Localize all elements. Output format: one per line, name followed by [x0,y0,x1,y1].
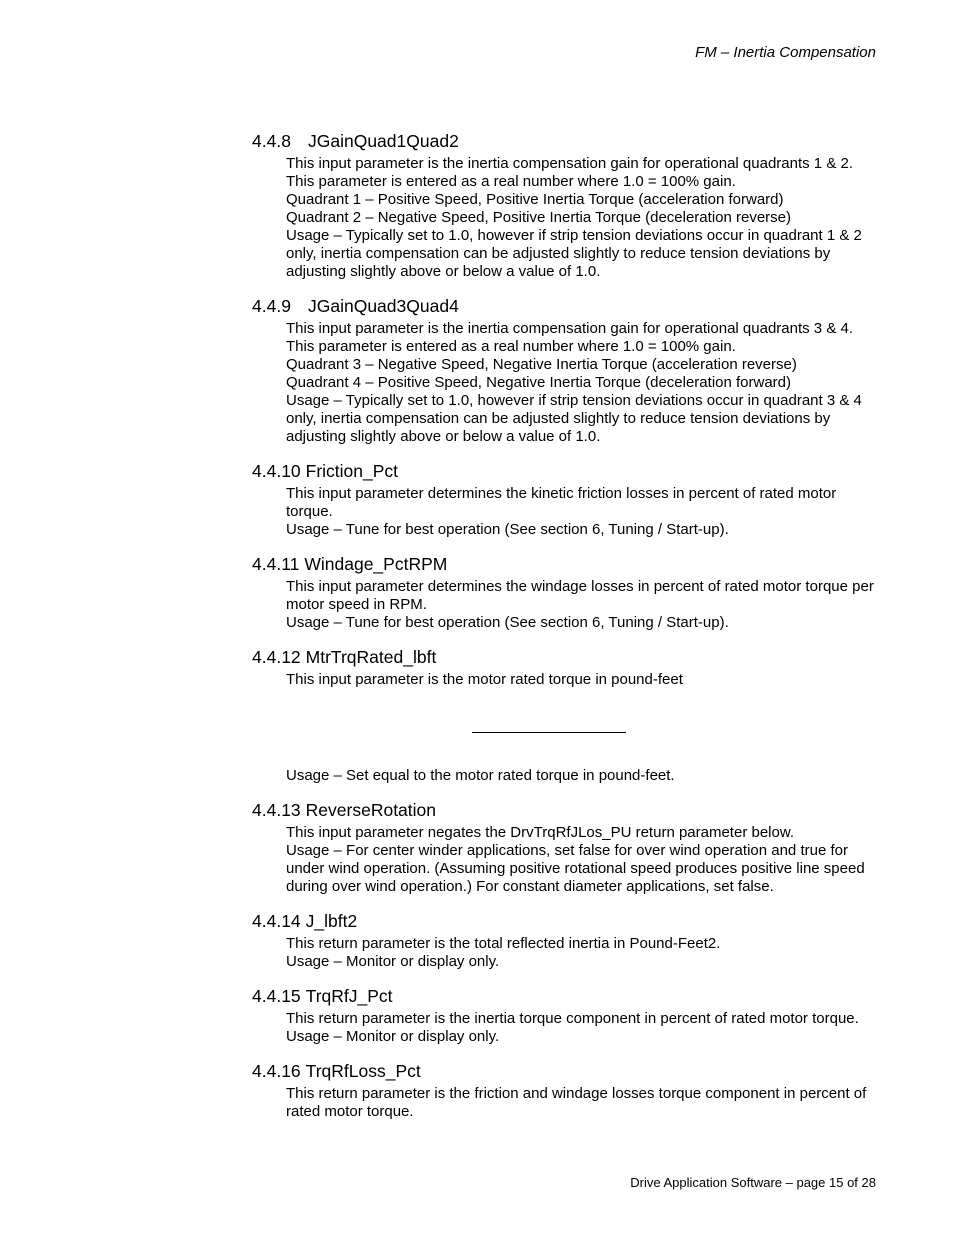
section-body [286,320,882,446]
paragraph: This parameter is entered as a real number where 1.0 = 100% gain. [286,338,736,355]
section-4-4-11 [252,553,882,632]
paragraph: This return parameter is the friction and windage losses torque component in percent of rated motor torque. [286,1085,867,1120]
section-heading [252,553,882,575]
section-heading [252,130,882,152]
section-body [286,935,882,971]
paragraph: Usage – Tune for best operation (See section 6, Tuning / Start-up). [286,614,729,631]
section-4-4-12 [252,646,882,785]
section-4-4-8 [252,130,882,281]
section-heading [252,460,882,482]
section-4-4-10 [252,460,882,539]
paragraph: Usage – Tune for best operation (See section 6, Tuning / Start-up). [286,521,729,538]
section-heading [252,295,882,317]
section-number: 4.4.16 [252,1061,301,1081]
section-number: 4.4.11 [252,554,300,574]
page-footer: Drive Application Software – page 15 of 28 [630,1175,876,1190]
section-number: 4.4.13 [252,800,301,820]
section-heading [252,910,882,932]
paragraph: This input parameter determines the windage losses in percent of rated motor torque per motor speed in RPM. [286,578,874,613]
section-title: Friction_Pct [305,461,399,481]
section-number: 4.4.8 [252,131,291,151]
formula-placeholder [286,689,882,767]
paragraph: This input parameter is the motor rated torque in pound-feet [286,671,683,688]
section-4-4-9 [252,295,882,446]
paragraph: Quadrant 3 – Negative Speed, Negative Inertia Torque (acceleration reverse) [286,356,797,373]
paragraph: This return parameter is the total reflected inertia in Pound-Feet2. [286,935,721,952]
paragraph: Quadrant 1 – Positive Speed, Positive Inertia Torque (acceleration forward) [286,191,784,208]
section-title: MtrTrqRated_lbft [305,647,437,667]
section-title: J_lbft2 [305,911,358,931]
paragraph: This input parameter is the inertia compensation gain for operational quadrants 3 & 4. [286,320,853,337]
section-number: 4.4.12 [252,647,301,667]
paragraph: Quadrant 4 – Positive Speed, Negative Inertia Torque (deceleration forward) [286,374,792,391]
section-4-4-15 [252,985,882,1046]
section-body [286,578,882,632]
section-number: 4.4.9 [252,296,291,316]
section-number: 4.4.14 [252,911,301,931]
section-body [286,1085,882,1121]
section-title: ReverseRotation [305,800,437,820]
section-body [286,485,882,539]
paragraph: This input parameter determines the kinetic friction losses in percent of rated motor torque. [286,485,837,520]
page-header: FM – Inertia Compensation [695,44,876,61]
section-heading [252,1060,882,1082]
section-number: 4.4.15 [252,986,301,1006]
paragraph: This input parameter is the inertia compensation gain for operational quadrants 1 & 2. [286,155,853,172]
section-body [286,671,882,785]
section-4-4-16 [252,1060,882,1121]
paragraph: This parameter is entered as a real number where 1.0 = 100% gain. [286,173,736,190]
section-4-4-14 [252,910,882,971]
section-heading [252,646,882,668]
section-title: JGainQuad1Quad2 [308,131,459,151]
section-heading [252,799,882,821]
paragraph: This input parameter negates the DrvTrqRfJLos_PU return parameter below. [286,824,795,841]
section-title: Windage_PctRPM [304,554,448,574]
paragraph: This return parameter is the inertia torque component in percent of rated motor torque. [286,1010,859,1027]
section-title: JGainQuad3Quad4 [308,296,459,316]
section-body [286,824,882,896]
document-body [252,130,882,1135]
fraction-line [472,732,626,733]
section-heading [252,985,882,1007]
section-title: TrqRfJ_Pct [305,986,393,1006]
section-body [286,1010,882,1046]
section-number: 4.4.10 [252,461,301,481]
paragraph: Usage – Monitor or display only. [286,1028,500,1045]
section-body [286,155,882,281]
section-4-4-13 [252,799,882,896]
paragraph: Usage – Typically set to 1.0, however if strip tension deviations occur in quadrant 3 & 4 only, inertia compensation can be adjusted slightly to reduce tension deviations by adjusting slightly above or below a value of 1.0. [286,392,862,445]
paragraph: Usage – For center winder applications, set false for over wind operation and true for under wind operation. (Assuming positive rotational speed produces positive line speed during over wind operation.) For constant diameter applications, set false. [286,842,865,895]
paragraph: Usage – Typically set to 1.0, however if strip tension deviations occur in quadrant 1 & 2 only, inertia compensation can be adjusted slightly to reduce tension deviations by adjusting slightly above or below a value of 1.0. [286,227,862,280]
paragraph: Usage – Monitor or display only. [286,953,500,970]
section-title: TrqRfLoss_Pct [305,1061,421,1081]
paragraph: Quadrant 2 – Negative Speed, Positive Inertia Torque (deceleration reverse) [286,209,792,226]
paragraph: Usage – Set equal to the motor rated torque in pound-feet. [286,767,675,784]
